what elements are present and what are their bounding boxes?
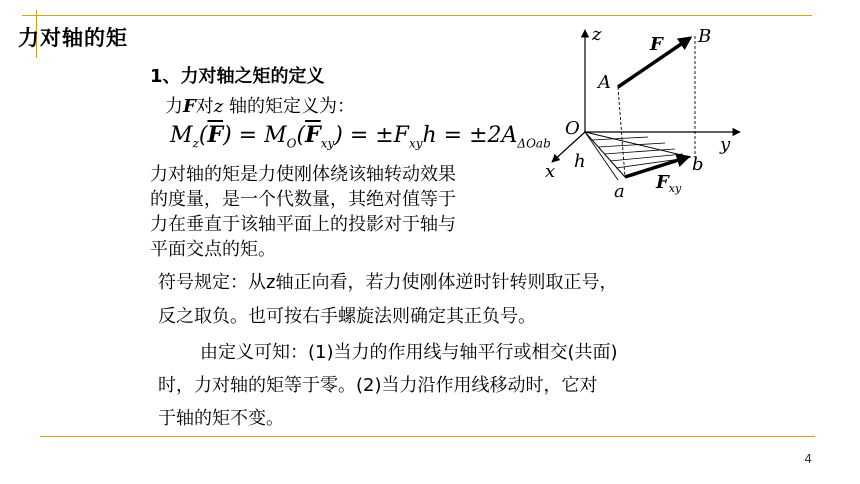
- formula-m-sub: z: [192, 136, 199, 151]
- formula-rhs: = ±F: [342, 123, 409, 148]
- definition-line-1: 力对轴的矩是力使刚体绕该轴转动效果: [150, 164, 456, 185]
- formula-fxy-sub: xy: [320, 136, 335, 151]
- formula-fxy-vector: $\overline{F}$: [305, 122, 321, 148]
- intro-mid: 对: [195, 96, 214, 117]
- label-a-upper: A: [598, 72, 611, 93]
- intro-suffix: 轴的矩定义为：: [223, 96, 355, 117]
- intro-prefix: 力: [165, 96, 183, 117]
- formula-equals: =: [231, 123, 265, 148]
- sign-rule-line-2: 反之取负。也可按右手螺旋法则确定其正负号。: [158, 306, 536, 327]
- formula-mo-sub: O: [286, 136, 297, 151]
- label-x: x: [545, 161, 556, 182]
- label-o: O: [565, 118, 580, 139]
- formula-fxy-sub2: xy: [408, 136, 423, 151]
- intro-force: F: [183, 96, 196, 117]
- formula-h-part: h = ±2A: [422, 123, 518, 148]
- conclusion-line-3: 于轴的矩不变。: [158, 408, 284, 429]
- label-z: z: [592, 24, 602, 45]
- intro-axis: z: [213, 96, 224, 117]
- formula-f-vector: $\overline{F}$: [207, 122, 224, 148]
- formula-area-sub: ΔOab: [517, 136, 551, 151]
- label-fxy: $F_{xy}$: [656, 172, 682, 195]
- moment-formula: $M_z(\overline{F}) = M_O(\overline{F}_{xy}) = \pm F_{xy}h = \pm 2A_{\Delta Oab}$: [170, 122, 551, 151]
- label-a-lower: a: [614, 181, 625, 202]
- definition-intro: [165, 92, 355, 118]
- slide-title: 力对轴的矩: [18, 26, 128, 50]
- definition-line-2: 的度量，是一个代数量，其绝对值等于: [150, 189, 456, 210]
- formula-m: M: [170, 123, 193, 148]
- definition-line-4: 平面交点的矩。: [150, 239, 276, 260]
- formula-m2: M: [264, 123, 287, 148]
- page-number: 4: [804, 452, 812, 466]
- label-b-lower: b: [692, 154, 704, 175]
- conclusion-line-1: 由定义可知：(1)当力的作用线与轴平行或相交(共面): [200, 342, 618, 363]
- label-f: F: [650, 34, 663, 55]
- bottom-rule: [40, 436, 815, 437]
- moment-diagram: [540, 22, 750, 202]
- top-rule: [22, 15, 812, 16]
- label-h: h: [574, 151, 586, 172]
- definition-line-3: 力在垂直于该轴平面上的投影对于轴与: [150, 214, 456, 235]
- section-heading: 1、力对轴之矩的定义: [150, 66, 325, 87]
- conclusion-line-2: 时，力对轴的矩等于零。(2)当力沿作用线移动时，它对: [158, 375, 598, 396]
- label-b-upper: B: [698, 26, 712, 47]
- label-y: y: [720, 134, 731, 155]
- sign-rule-line-1: 符号规定：从z轴正向看，若力使刚体逆时针转则取正号，: [158, 272, 618, 293]
